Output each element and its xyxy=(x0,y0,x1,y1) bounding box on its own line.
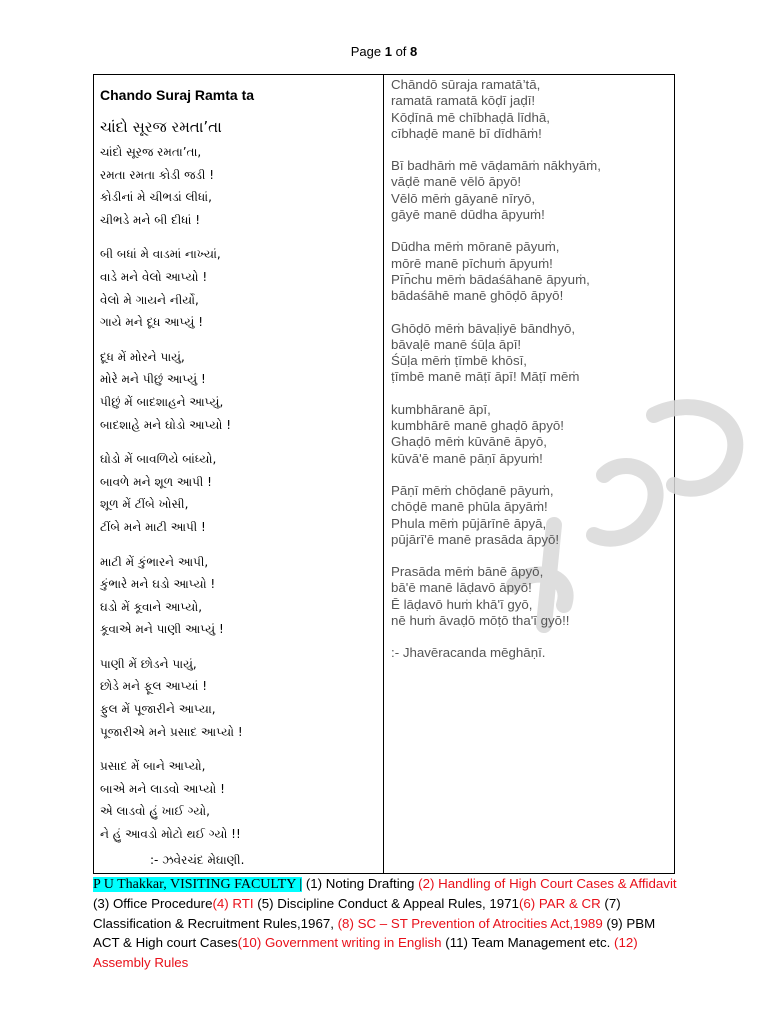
gujarati-stanza xyxy=(100,346,380,436)
gujarati-stanza xyxy=(100,653,380,743)
transliteration-line: Chāndō sūraja ramatā’tā, xyxy=(391,77,541,92)
transliteration-line: nē huṁ āvaḍō mōṭō tha'ī gyō!! xyxy=(391,613,570,629)
gujarati-line: ચીભડે મને બી દીધાં ! xyxy=(100,212,201,227)
footer-topic: (11) Team Management etc. xyxy=(441,935,615,951)
transliteration-line: kumbhārē manē ghaḍō āpyō! xyxy=(391,418,564,434)
transliteration-stanza xyxy=(391,564,671,629)
gujarati-column xyxy=(100,87,380,870)
transliteration-line: pūjārī'ē manē prasāda āpyō! xyxy=(391,531,560,547)
gujarati-line: ફુલ મેં પૂજારીને આપ્યા, xyxy=(100,702,216,717)
transliteration-line: ramatā ramatā kōḍī jaḍī! xyxy=(391,93,536,109)
transliteration-line: Phula mēṁ pūjārīnē āpyā, xyxy=(391,515,547,531)
gujarati-line: માટી મેં કુંભારને આપી, xyxy=(100,554,209,569)
faculty-name: P U Thakkar, VISITING FACULTY | xyxy=(93,877,303,892)
gujarati-line: દૂધ મેં મોરને પાયું, xyxy=(100,349,185,364)
transliteration-line: Vēlō mēṁ gāyanē nīryō, xyxy=(391,190,536,206)
footer-topic: (5) Discipline Conduct & Appeal Rules, 1971 xyxy=(253,896,519,912)
gujarati-line: બાએ મને લાડવો આપ્યો ! xyxy=(100,781,225,796)
transliteration-line: Pīn̄chu mēṁ bādaśāhanē āpyuṁ, xyxy=(391,271,590,287)
transliteration-stanza xyxy=(391,77,671,142)
gujarati-line: વેલો મે ગાયને નીર્યો, xyxy=(100,292,199,307)
gujarati-line: શૂળ મેં ટીંબે ખોસી, xyxy=(100,497,189,512)
transliteration-line: cībhaḍē manē bī dīdhāṁ! xyxy=(391,125,542,141)
transliteration-line: Ghōḍō mēṁ bāvaḷiyē bāndhyō, xyxy=(391,320,576,336)
transliteration-line: kumbhāranē āpī, xyxy=(391,401,491,417)
transliteration-line: Dūdha mēṁ mōranē pāyuṁ, xyxy=(391,239,560,255)
transliteration-stanza xyxy=(391,158,671,223)
gujarati-line: ટીંબે મને માટી આપી ! xyxy=(100,519,206,534)
transliteration-line: vāḍē manē vēlō āpyō! xyxy=(391,174,522,190)
transliteration-line: bā'ē manē lāḍavō āpyō! xyxy=(391,580,532,596)
transliteration-line: Pāṇī mēṁ chōḍanē pāyuṁ, xyxy=(391,482,554,498)
gujarati-stanza xyxy=(100,448,380,538)
gujarati-stanza xyxy=(100,755,380,845)
gujarati-author: :- ઝવેરચંદ મેઘાણી. xyxy=(150,852,245,867)
gujarati-line: પૂજારીએ મને પ્રસાદ આપ્યો ! xyxy=(100,724,243,739)
gujarati-line: પાણી મેં છોડને પાયું, xyxy=(100,656,197,671)
transliteration-stanza xyxy=(391,321,671,386)
transliteration-line: kūvā'ē manē pāṇī āpyuṁ! xyxy=(391,450,543,466)
page-number: Page 1 of 8 xyxy=(350,44,418,59)
footer-note xyxy=(93,874,683,972)
gujarati-line: વાડે મને વેલો આપ્યો ! xyxy=(100,269,208,284)
gujarati-stanza xyxy=(100,551,380,641)
footer-topic: (2) Handling of High Court Cases & Affidavit xyxy=(418,876,677,891)
poem-title-gujarati: ચાંદો સૂરજ રમતા’તા xyxy=(100,118,222,136)
gujarati-stanzas xyxy=(100,141,380,846)
transliteration-line: gāyē manē dūdha āpyuṁ! xyxy=(391,207,545,223)
footer-topic: (7) Classification & Recruitment Rules,1967, xyxy=(93,896,621,931)
gujarati-line: પીછું મેં બાદશાહને આપ્યું, xyxy=(100,394,224,409)
gujarati-line: ઘોડો મેં બાવળિયે બાંધ્યો, xyxy=(100,452,217,467)
gujarati-line: ને હું આવડો મોટો થઈ ગ્યો !! xyxy=(100,827,241,842)
transliteration-line: ṭīmbē manē māṭī āpī! Māṭī mēṁ xyxy=(391,369,580,385)
gujarati-line: રમતા રમતા કોડી જડી ! xyxy=(100,167,215,182)
gujarati-stanza xyxy=(100,141,380,231)
transliteration-stanza xyxy=(391,402,671,467)
gujarati-line: ગાયે મને દૂધ આપ્યું ! xyxy=(100,315,204,330)
transliteration-line: Ghaḍō mēṁ kūvānē āpyō, xyxy=(391,434,547,450)
transliteration-stanza xyxy=(391,483,671,548)
transliteration-line: Ē lāḍavō huṁ khā'ī gyō, xyxy=(391,596,533,612)
transliteration-line: Kōḍīnā mē chībhaḍā līdhā, xyxy=(391,109,550,125)
transliteration-line: Bī badhāṁ mē vāḍamāṁ nākhyāṁ, xyxy=(391,158,601,174)
gujarati-line: બાદશાહે મને ઘોડો આપ્યો ! xyxy=(100,417,232,432)
footer-topic: (8) SC – ST Prevention of Atrocities Act,1989 xyxy=(337,915,603,931)
gujarati-stanza xyxy=(100,243,380,333)
gujarati-line: છોડે મને ફૂલ આપ્યાં ! xyxy=(100,679,208,694)
gujarati-line: પ્રસાદ મેં બાને આપ્યો, xyxy=(100,759,206,774)
footer-topic: (4) RTI xyxy=(212,896,254,912)
gujarati-line: ઘડો મેં કૂવાને આપ્યો, xyxy=(100,599,203,614)
gujarati-line: કૂવાએ મને પાણી આપ્યું ! xyxy=(100,622,224,637)
gujarati-line: કોડીનાં મે ચીભડાં લીધાં, xyxy=(100,190,212,205)
gujarati-line: ચાંદો સૂરજ રમતા’તા, xyxy=(100,145,202,159)
transliteration-stanza xyxy=(391,239,671,304)
footer-topic: (9) PBM ACT & High court Cases xyxy=(93,915,656,951)
poem-title-latin: Chando Suraj Ramta ta xyxy=(100,87,255,103)
transliteration-line: bāvaḷē manē śūḷa āpī! xyxy=(391,336,522,352)
gujarati-line: મોરે મને પીછું આપ્યું ! xyxy=(100,372,206,387)
transliteration-line: chōḍē manē phūla āpyāṁ! xyxy=(391,499,548,515)
footer-topic: (6) PAR & CR xyxy=(518,896,601,912)
gujarati-line: બી બધાં મે વાડમાં નાખ્યાં, xyxy=(100,247,221,262)
gujarati-line: એ લાડવો હું ખાઈ ગ્યો, xyxy=(100,804,210,819)
transliteration-stanzas xyxy=(391,77,671,629)
poem-table xyxy=(93,74,675,874)
transliteration-line: Prasāda mēṁ bānē āpyō, xyxy=(391,564,544,580)
footer-topic: (3) Office Procedure xyxy=(93,896,213,912)
transliteration-column xyxy=(391,77,671,661)
transliteration-line: mōrē manē pīchuṁ āpyuṁ! xyxy=(391,255,553,271)
footer-topic: (1) Noting Drafting xyxy=(302,876,419,891)
transliteration-line: bādaśāhē manē ghōḍō āpyō! xyxy=(391,288,564,304)
transliteration-line: Śūḷa mēṁ ṭīmbē khōsī, xyxy=(391,353,527,369)
footer-topic: (12) Assembly Rules xyxy=(93,935,638,970)
footer-topic: (10) Government writing in English xyxy=(237,935,442,951)
gujarati-line: બાવળે મને શૂળ આપી ! xyxy=(100,474,212,489)
gujarati-line: કુંભારે મને ઘડો આપ્યો ! xyxy=(100,577,216,592)
transliteration-author: :- Jhavēracanda mēghāṇī. xyxy=(391,645,546,661)
column-divider xyxy=(383,75,384,873)
